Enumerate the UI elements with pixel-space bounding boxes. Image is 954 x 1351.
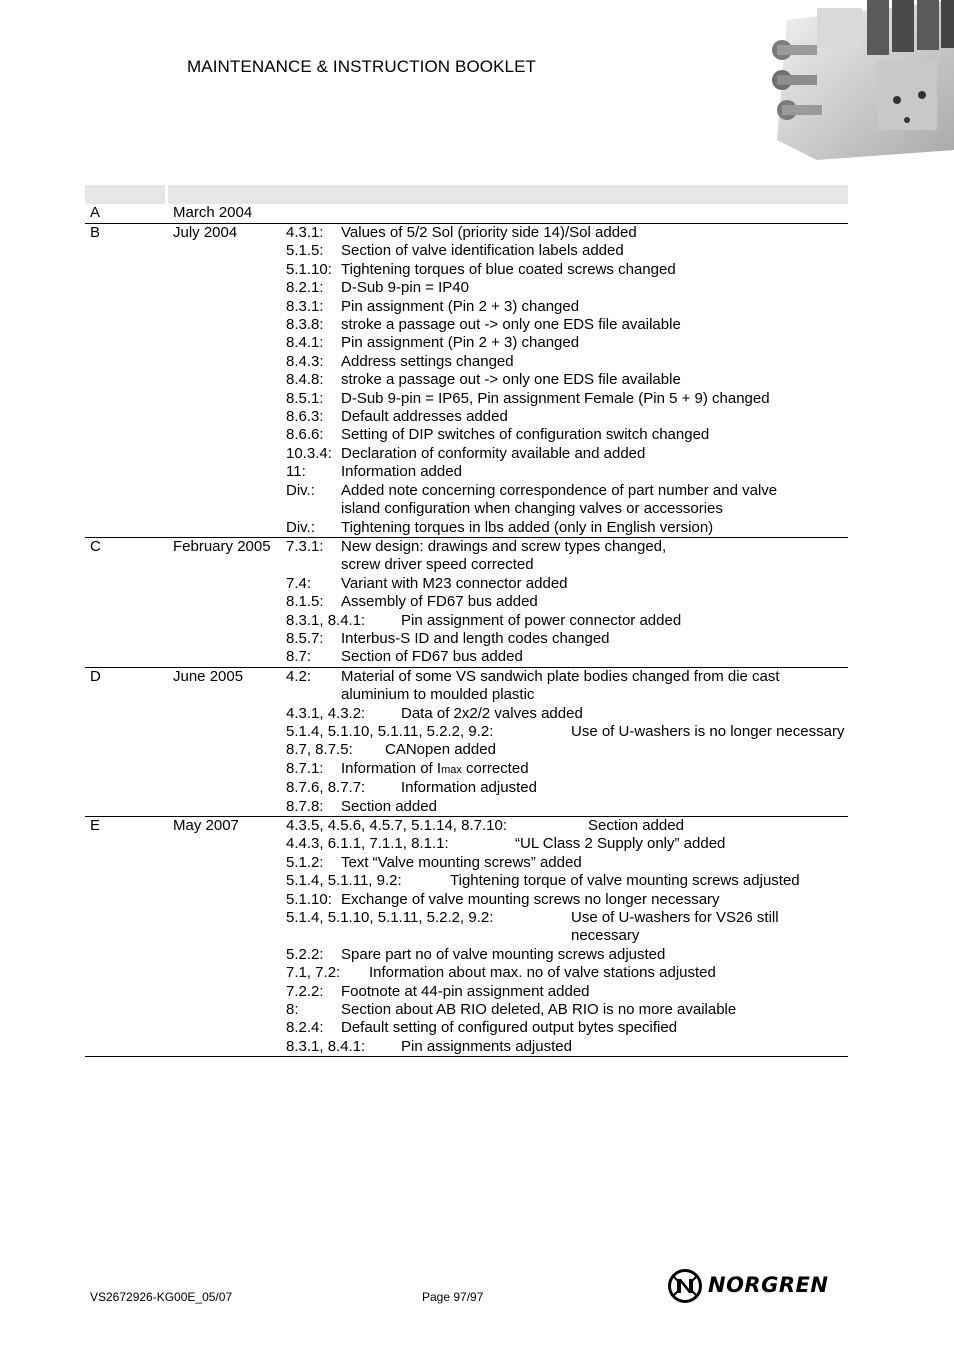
change-description xyxy=(341,983,848,1001)
change-text: Values of 5/2 Sol (priority side 14)/Sol added xyxy=(341,224,637,241)
revision-date: July 2004 xyxy=(173,224,238,241)
section-number: 8.7: xyxy=(286,648,312,666)
change-description xyxy=(341,353,848,371)
change-item xyxy=(286,835,848,853)
change-text: Information about max. no of valve stations adjusted xyxy=(369,964,716,982)
section-number: 5.1.10: xyxy=(286,890,332,908)
revision-row xyxy=(85,204,848,224)
section-number: 8.4.1: xyxy=(286,334,324,352)
change-text: Declaration of conformity available and added xyxy=(341,444,646,462)
change-item xyxy=(286,426,848,444)
change-text: Address settings changed xyxy=(341,352,514,370)
change-item xyxy=(286,741,848,759)
change-text: Section about AB RIO deleted, AB RIO is no more available xyxy=(341,1001,737,1019)
section-number: 5.1.2: xyxy=(286,853,324,871)
booklet-title: MAINTENANCE & INSTRUCTION BOOKLET xyxy=(187,57,537,76)
change-text: stroke a passage out -> only one EDS file available xyxy=(341,371,681,389)
section-number: 5.1.4, 5.1.10, 5.1.11, 5.2.2, 9.2: xyxy=(286,722,494,740)
change-text: CANopen added xyxy=(385,741,496,759)
section-number: 5.1.4, 5.1.11, 9.2: xyxy=(286,872,402,890)
header-cell-letter xyxy=(85,185,165,204)
section-number: 8.3.1, 8.4.1: xyxy=(286,611,366,629)
change-text: Tightening torques in lbs added (only in English version) xyxy=(341,518,714,536)
revision-changes xyxy=(286,538,848,667)
change-item xyxy=(286,779,848,797)
section-number: 8.7.8: xyxy=(286,797,324,815)
change-description xyxy=(341,854,848,872)
section-number: Div.: xyxy=(286,481,315,499)
change-item xyxy=(286,705,848,723)
change-item xyxy=(286,612,848,630)
section-number: 8.7.1: xyxy=(286,759,324,777)
change-item xyxy=(286,668,848,705)
change-text: Text “Valve mounting screws” added xyxy=(341,853,582,871)
logo-wordmark: NORGREN xyxy=(708,1273,829,1297)
section-number: 4.3.1, 4.3.2: xyxy=(286,704,366,722)
change-item xyxy=(286,334,848,352)
change-description xyxy=(341,298,848,316)
change-item xyxy=(286,1001,848,1019)
change-description xyxy=(385,741,848,759)
change-item xyxy=(286,1038,848,1056)
section-number: 8.3.8: xyxy=(286,316,324,334)
change-item xyxy=(286,946,848,964)
change-description xyxy=(450,872,848,890)
section-number: 5.1.5: xyxy=(286,242,324,260)
revision-letter: B xyxy=(90,224,101,241)
revision-changes xyxy=(286,668,848,816)
revision-table-header xyxy=(85,185,848,204)
section-number: 8.6.3: xyxy=(286,408,324,426)
section-number: 8.4.8: xyxy=(286,371,324,389)
change-description xyxy=(341,224,848,242)
section-number: 8: xyxy=(286,1001,299,1019)
change-text: Default setting of configured output bytes specified xyxy=(341,1019,678,1037)
change-description xyxy=(588,817,848,835)
change-item xyxy=(286,909,848,946)
change-description xyxy=(341,408,848,426)
change-item xyxy=(286,445,848,463)
section-number: 8.2.4: xyxy=(286,1019,324,1037)
change-item xyxy=(286,261,848,279)
change-text: Variant with M23 connector added xyxy=(341,574,568,592)
change-item xyxy=(286,390,848,408)
change-description xyxy=(401,779,848,797)
revision-letter: C xyxy=(90,537,101,555)
change-item xyxy=(286,891,848,909)
change-text: Information of I xyxy=(341,759,442,777)
change-item xyxy=(286,817,848,835)
change-item xyxy=(286,964,848,982)
revision-table xyxy=(85,204,848,1057)
section-number: 5.2.2: xyxy=(286,945,324,963)
change-description xyxy=(341,261,848,279)
change-item xyxy=(286,298,848,316)
change-item xyxy=(286,482,848,519)
change-text: Assembly of FD67 bus added xyxy=(341,593,538,611)
change-text: Added note concerning correspondence of part number and valve island configuration when changing valves or accessories xyxy=(341,481,778,518)
change-description xyxy=(341,279,848,297)
change-description xyxy=(341,891,848,909)
change-text: New design: drawings and screw types changed, screw driver speed corrected xyxy=(341,537,667,574)
section-number: 5.1.4, 5.1.10, 5.1.11, 5.2.2, 9.2: xyxy=(286,909,494,927)
change-item xyxy=(286,463,848,481)
change-description xyxy=(341,575,848,593)
revision-changes xyxy=(286,817,848,1056)
section-number: 8.1.5: xyxy=(286,593,324,611)
section-number: 8.3.1, 8.4.1: xyxy=(286,1037,366,1055)
norgren-emblem-icon xyxy=(668,1269,702,1303)
change-description xyxy=(341,316,848,334)
change-text-after: corrected xyxy=(461,759,529,777)
change-item xyxy=(286,1019,848,1037)
change-subscript: max xyxy=(441,763,462,776)
change-text: Information added xyxy=(341,463,462,481)
change-text: Section added xyxy=(341,797,437,815)
section-number: 10.3.4: xyxy=(286,444,332,462)
section-number: 8.7.6, 8.7.7: xyxy=(286,779,366,797)
change-description xyxy=(341,1001,848,1019)
section-number: 7.1, 7.2: xyxy=(286,964,341,982)
change-text: Pin assignments adjusted xyxy=(401,1037,572,1055)
change-text: Pin assignment (Pin 2 + 3) changed xyxy=(341,334,580,352)
change-description xyxy=(341,630,848,648)
section-number: 8.6.6: xyxy=(286,426,324,444)
change-description xyxy=(401,1038,848,1056)
change-item xyxy=(286,630,848,648)
change-description xyxy=(571,909,848,946)
section-number: 8.5.7: xyxy=(286,629,324,647)
change-text: D-Sub 9-pin = IP65, Pin assignment Female (Pin 5 + 9) changed xyxy=(341,389,770,407)
change-description xyxy=(341,445,848,463)
change-text: D-Sub 9-pin = IP40 xyxy=(341,279,469,297)
change-description xyxy=(341,371,848,389)
section-number: 11: xyxy=(286,463,306,481)
revision-date: May 2007 xyxy=(173,817,239,834)
change-description xyxy=(515,835,848,853)
change-description xyxy=(341,668,816,705)
change-description xyxy=(341,390,848,408)
section-number: 8.7, 8.7.5: xyxy=(286,741,353,759)
change-text: Interbus-S ID and length codes changed xyxy=(341,629,610,647)
revision-date: June 2005 xyxy=(173,667,244,685)
document-id: VS2672926-KG00E_05/07 xyxy=(90,1290,233,1304)
change-text: stroke a passage out -> only one EDS file available xyxy=(341,316,681,334)
change-description xyxy=(369,964,848,982)
change-description xyxy=(401,612,848,630)
change-item xyxy=(286,760,848,779)
change-description xyxy=(341,426,848,444)
change-text: Default addresses added xyxy=(341,408,508,426)
change-description xyxy=(341,463,848,481)
revision-letter: E xyxy=(90,817,101,834)
change-item xyxy=(286,723,848,741)
section-number: 8.2.1: xyxy=(286,279,324,297)
change-item xyxy=(286,575,848,593)
change-item xyxy=(286,648,848,666)
change-description xyxy=(571,723,848,741)
change-item xyxy=(286,408,848,426)
change-text: Spare part no of valve mounting screws adjusted xyxy=(341,945,666,963)
change-text: Pin assignment of power connector added xyxy=(401,611,682,629)
change-text: Setting of DIP switches of configuration switch changed xyxy=(341,426,710,444)
valve-island-photo xyxy=(757,0,954,160)
change-item xyxy=(286,798,848,816)
revision-letter: D xyxy=(90,667,101,685)
change-description xyxy=(341,798,848,816)
change-description xyxy=(341,519,848,537)
change-text: Section added xyxy=(588,817,684,834)
change-description xyxy=(341,648,848,666)
change-text: Tightening torques of blue coated screws changed xyxy=(341,260,676,278)
section-number: 7.4: xyxy=(286,574,312,592)
change-item xyxy=(286,279,848,297)
change-text: Section of valve identification labels added xyxy=(341,242,624,260)
revision-row xyxy=(85,817,848,1057)
revision-row xyxy=(85,668,848,817)
revision-changes xyxy=(286,224,848,537)
change-text: Material of some VS sandwich plate bodies changed from die cast aluminium to moulded plastic xyxy=(341,667,780,704)
revision-row xyxy=(85,224,848,538)
section-number: Div.: xyxy=(286,518,315,536)
change-item xyxy=(286,854,848,872)
revision-letter: A xyxy=(90,204,101,221)
section-number: 4.4.3, 6.1.1, 7.1.1, 8.1.1: xyxy=(286,835,449,853)
change-description xyxy=(341,242,848,260)
change-description xyxy=(341,593,848,611)
change-text: Exchange of valve mounting screws no longer necessary xyxy=(341,890,720,908)
header-cell-date xyxy=(168,185,848,204)
section-number: 4.2: xyxy=(286,667,312,685)
change-text: Information adjusted xyxy=(401,779,537,797)
change-item xyxy=(286,371,848,389)
change-item xyxy=(286,519,848,537)
section-number: 4.3.1: xyxy=(286,224,324,241)
revision-date: February 2005 xyxy=(173,537,271,555)
change-text: “UL Class 2 Supply only” added xyxy=(515,835,726,853)
change-description xyxy=(341,1019,848,1037)
section-number: 4.3.5, 4.5.6, 4.5.7, 5.1.14, 8.7.10: xyxy=(286,817,508,834)
change-item xyxy=(286,224,848,242)
change-text: Use of U-washers for VS26 still necessary xyxy=(571,909,779,945)
change-item xyxy=(286,593,848,611)
change-item xyxy=(286,872,848,890)
change-text: Section of FD67 bus added xyxy=(341,648,523,666)
revision-changes xyxy=(286,204,848,223)
change-description xyxy=(341,946,848,964)
change-text: Pin assignment (Pin 2 + 3) changed xyxy=(341,297,580,315)
revision-row xyxy=(85,538,848,668)
change-item xyxy=(286,316,848,334)
change-item xyxy=(286,242,848,260)
section-number: 7.2.2: xyxy=(286,982,324,1000)
section-number: 8.5.1: xyxy=(286,389,324,407)
change-description xyxy=(341,334,848,352)
change-description xyxy=(341,760,848,779)
change-description xyxy=(401,705,848,723)
change-description xyxy=(341,482,816,519)
revision-date: March 2004 xyxy=(173,204,253,221)
section-number: 8.4.3: xyxy=(286,352,324,370)
change-text: Footnote at 44-pin assignment added xyxy=(341,982,590,1000)
change-item xyxy=(286,538,848,575)
page-number: Page 97/97 xyxy=(422,1290,484,1304)
section-number: 5.1.10: xyxy=(286,260,332,278)
change-description xyxy=(341,538,816,575)
change-item xyxy=(286,983,848,1001)
change-item xyxy=(286,353,848,371)
change-text: Use of U-washers is no longer necessary xyxy=(571,722,845,740)
change-text: Data of 2x2/2 valves added xyxy=(401,704,583,722)
norgren-logo xyxy=(668,1268,844,1304)
section-number: 7.3.1: xyxy=(286,537,324,555)
change-text: Tightening torque of valve mounting screws adjusted xyxy=(450,872,800,890)
section-number: 8.3.1: xyxy=(286,297,324,315)
